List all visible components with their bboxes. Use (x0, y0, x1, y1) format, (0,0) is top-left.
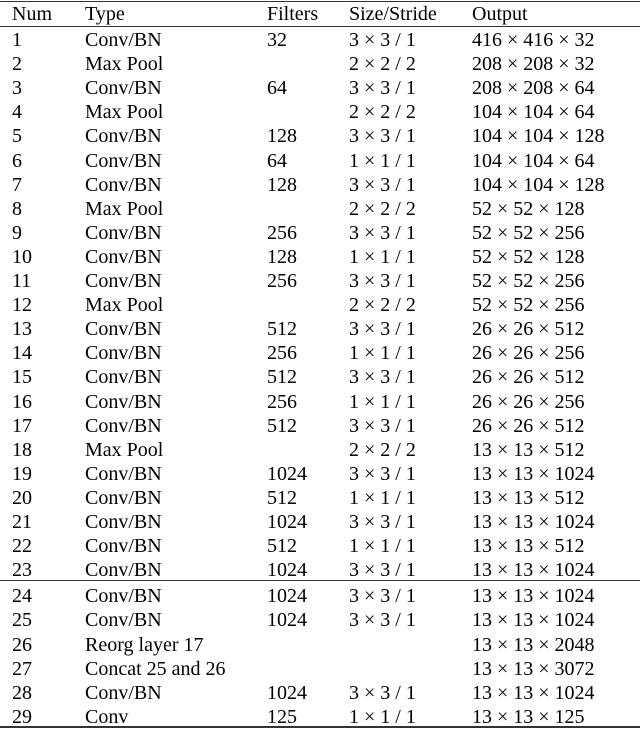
cell-size-stride: 2 × 2 / 2 (349, 294, 416, 316)
table-row (0, 633, 640, 657)
table-row (0, 558, 640, 582)
cell-num: 26 (12, 634, 32, 656)
cell-size-stride: 3 × 3 / 1 (349, 366, 416, 388)
table-row (0, 486, 640, 510)
cell-output: 13 × 13 × 3072 (472, 658, 595, 680)
cell-filters: 128 (267, 174, 297, 196)
cell-output: 26 × 26 × 256 (472, 391, 585, 413)
cell-size-stride: 1 × 1 / 1 (349, 535, 416, 557)
cell-type: Conv/BN (85, 535, 162, 557)
cell-type: Max Pool (85, 198, 164, 220)
cell-num: 2 (12, 53, 22, 75)
cell-filters: 32 (267, 29, 287, 51)
cell-num: 1 (12, 29, 22, 51)
cell-output: 13 × 13 × 1024 (472, 682, 595, 704)
header-size-stride: Size/Stride (349, 3, 437, 25)
table-row (0, 341, 640, 365)
cell-num: 14 (12, 342, 32, 364)
table-row (0, 608, 640, 632)
cell-size-stride: 3 × 3 / 1 (349, 559, 416, 581)
table-row (0, 149, 640, 173)
table-row (0, 124, 640, 148)
cell-num: 4 (12, 101, 22, 123)
cell-output: 13 × 13 × 1024 (472, 585, 595, 607)
cell-num: 9 (12, 222, 22, 244)
cell-filters: 64 (267, 77, 287, 99)
cell-type: Conv/BN (85, 150, 162, 172)
cell-num: 15 (12, 366, 32, 388)
table-row (0, 365, 640, 389)
cell-num: 13 (12, 318, 32, 340)
cell-size-stride: 2 × 2 / 2 (349, 101, 416, 123)
cell-output: 26 × 26 × 256 (472, 342, 585, 364)
cell-type: Conv/BN (85, 463, 162, 485)
cell-size-stride: 2 × 2 / 2 (349, 198, 416, 220)
cell-filters: 512 (267, 487, 297, 509)
cell-num: 6 (12, 150, 22, 172)
table-row (0, 462, 640, 486)
cell-filters: 256 (267, 391, 297, 413)
cell-output: 26 × 26 × 512 (472, 366, 585, 388)
cell-filters: 1024 (267, 585, 307, 607)
cell-output: 52 × 52 × 256 (472, 222, 585, 244)
cell-size-stride: 3 × 3 / 1 (349, 415, 416, 437)
table-row (0, 76, 640, 100)
cell-filters: 256 (267, 342, 297, 364)
cell-filters: 1024 (267, 682, 307, 704)
table-row (0, 510, 640, 534)
header-num: Num (12, 3, 52, 25)
cell-type: Conv/BN (85, 222, 162, 244)
table-row (0, 317, 640, 341)
table-row (0, 390, 640, 414)
cell-output: 104 × 104 × 128 (472, 174, 605, 196)
table-row (0, 414, 640, 438)
cell-num: 10 (12, 246, 32, 268)
cell-num: 16 (12, 391, 32, 413)
cell-size-stride: 3 × 3 / 1 (349, 585, 416, 607)
cell-output: 208 × 208 × 32 (472, 53, 595, 75)
header-rule (0, 26, 640, 27)
cell-type: Max Pool (85, 53, 164, 75)
cell-type: Conv/BN (85, 125, 162, 147)
cell-filters: 256 (267, 270, 297, 292)
cell-size-stride: 3 × 3 / 1 (349, 77, 416, 99)
cell-size-stride: 1 × 1 / 1 (349, 150, 416, 172)
cell-size-stride: 3 × 3 / 1 (349, 174, 416, 196)
header-row (0, 2, 640, 26)
cell-type: Conv/BN (85, 487, 162, 509)
cell-output: 13 × 13 × 512 (472, 439, 585, 461)
cell-num: 3 (12, 77, 22, 99)
cell-num: 25 (12, 609, 32, 631)
table-row (0, 100, 640, 124)
cell-type: Conv/BN (85, 585, 162, 607)
cell-output: 104 × 104 × 64 (472, 150, 595, 172)
cell-output: 13 × 13 × 1024 (472, 463, 595, 485)
table-row (0, 681, 640, 705)
cell-filters: 64 (267, 150, 287, 172)
cell-output: 13 × 13 × 512 (472, 487, 585, 509)
cell-type: Conv/BN (85, 366, 162, 388)
cell-num: 27 (12, 658, 32, 680)
cell-filters: 125 (267, 706, 297, 728)
cell-type: Conv/BN (85, 511, 162, 533)
cell-num: 12 (12, 294, 32, 316)
cell-num: 5 (12, 125, 22, 147)
cell-size-stride: 3 × 3 / 1 (349, 125, 416, 147)
cell-type: Conv/BN (85, 682, 162, 704)
cell-type: Conv/BN (85, 246, 162, 268)
cell-filters: 1024 (267, 511, 307, 533)
cell-type: Conv/BN (85, 559, 162, 581)
cell-type: Conv/BN (85, 391, 162, 413)
table-row (0, 584, 640, 608)
header-filters: Filters (267, 3, 319, 25)
cell-filters: 1024 (267, 559, 307, 581)
cell-size-stride: 3 × 3 / 1 (349, 463, 416, 485)
table-row (0, 534, 640, 558)
cell-output: 13 × 13 × 1024 (472, 559, 595, 581)
cell-size-stride: 1 × 1 / 1 (349, 391, 416, 413)
cell-output: 26 × 26 × 512 (472, 318, 585, 340)
cell-size-stride: 3 × 3 / 1 (349, 222, 416, 244)
cell-size-stride: 3 × 3 / 1 (349, 318, 416, 340)
cell-size-stride: 1 × 1 / 1 (349, 487, 416, 509)
cell-filters: 256 (267, 222, 297, 244)
cell-num: 29 (12, 706, 32, 728)
cell-type: Conv/BN (85, 342, 162, 364)
cell-output: 13 × 13 × 2048 (472, 634, 595, 656)
cell-num: 23 (12, 559, 32, 581)
cell-num: 17 (12, 415, 32, 437)
cell-num: 18 (12, 439, 32, 461)
cell-size-stride: 1 × 1 / 1 (349, 246, 416, 268)
cell-filters: 1024 (267, 463, 307, 485)
cell-output: 13 × 13 × 125 (472, 706, 585, 728)
table-row (0, 705, 640, 729)
cell-output: 104 × 104 × 64 (472, 101, 595, 123)
cell-type: Conv/BN (85, 318, 162, 340)
cell-type: Conv/BN (85, 174, 162, 196)
cell-output: 13 × 13 × 1024 (472, 609, 595, 631)
table-row (0, 245, 640, 269)
table-row (0, 438, 640, 462)
cell-output: 13 × 13 × 1024 (472, 511, 595, 533)
cell-type: Conv/BN (85, 77, 162, 99)
table-row (0, 173, 640, 197)
cell-filters: 512 (267, 318, 297, 340)
cell-type: Conv/BN (85, 415, 162, 437)
cell-size-stride: 3 × 3 / 1 (349, 29, 416, 51)
cell-size-stride: 3 × 3 / 1 (349, 609, 416, 631)
cell-output: 52 × 52 × 128 (472, 246, 585, 268)
table-row (0, 269, 640, 293)
cell-output: 13 × 13 × 512 (472, 535, 585, 557)
cell-output: 52 × 52 × 128 (472, 198, 585, 220)
cell-filters: 128 (267, 246, 297, 268)
cell-filters: 512 (267, 535, 297, 557)
cell-size-stride: 3 × 3 / 1 (349, 511, 416, 533)
cell-output: 26 × 26 × 512 (472, 415, 585, 437)
cell-filters: 512 (267, 366, 297, 388)
cell-num: 19 (12, 463, 32, 485)
cell-type: Concat 25 and 26 (85, 658, 226, 680)
cell-size-stride: 1 × 1 / 1 (349, 706, 416, 728)
table-row (0, 28, 640, 52)
table-row (0, 293, 640, 317)
cell-output: 52 × 52 × 256 (472, 270, 585, 292)
cell-output: 104 × 104 × 128 (472, 125, 605, 147)
cell-type: Conv/BN (85, 270, 162, 292)
table-row (0, 657, 640, 681)
cell-type: Max Pool (85, 294, 164, 316)
cell-filters: 1024 (267, 609, 307, 631)
cell-num: 22 (12, 535, 32, 557)
cell-size-stride: 2 × 2 / 2 (349, 53, 416, 75)
cell-size-stride: 3 × 3 / 1 (349, 270, 416, 292)
cell-type: Max Pool (85, 101, 164, 123)
header-type: Type (85, 3, 125, 25)
cell-type: Conv/BN (85, 609, 162, 631)
cell-num: 24 (12, 585, 32, 607)
cell-size-stride: 1 × 1 / 1 (349, 342, 416, 364)
cell-num: 11 (12, 270, 32, 292)
cell-size-stride: 3 × 3 / 1 (349, 682, 416, 704)
cell-num: 28 (12, 682, 32, 704)
cell-output: 208 × 208 × 64 (472, 77, 595, 99)
cell-filters: 128 (267, 125, 297, 147)
cell-num: 8 (12, 198, 22, 220)
table-row (0, 52, 640, 76)
cell-size-stride: 2 × 2 / 2 (349, 439, 416, 461)
cell-output: 52 × 52 × 256 (472, 294, 585, 316)
cell-type: Reorg layer 17 (85, 634, 204, 656)
cell-num: 7 (12, 174, 22, 196)
cell-filters: 512 (267, 415, 297, 437)
cell-output: 416 × 416 × 32 (472, 29, 595, 51)
cell-num: 21 (12, 511, 32, 533)
cell-type: Conv (85, 706, 129, 728)
cell-num: 20 (12, 487, 32, 509)
cell-type: Conv/BN (85, 29, 162, 51)
header-output: Output (472, 3, 528, 25)
table-row (0, 197, 640, 221)
table-row (0, 221, 640, 245)
cell-type: Max Pool (85, 439, 164, 461)
